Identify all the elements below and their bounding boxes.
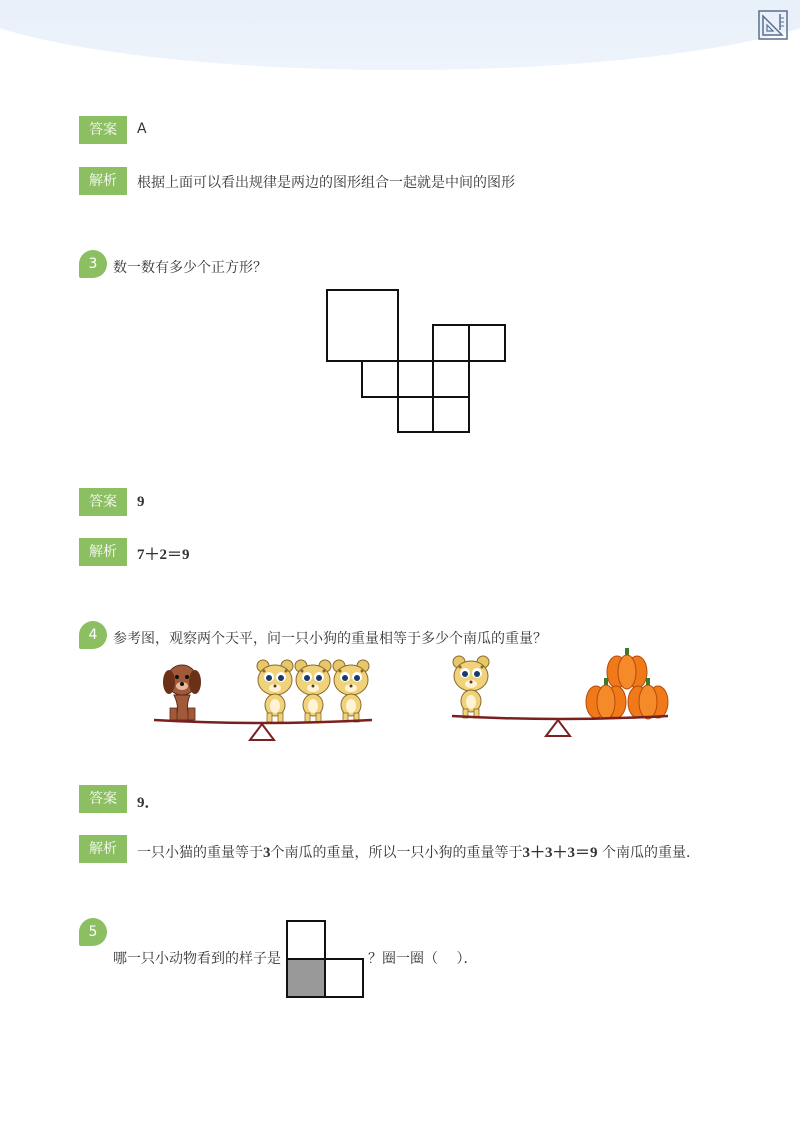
- answer-tag: 答案: [79, 785, 127, 813]
- q2-analysis: 根据上面可以看出规律是两边的图形组合一起就是中间的图形: [137, 175, 515, 191]
- q3-question: 数一数有多少个正方形？: [113, 260, 267, 276]
- balance-fulcrum-icon: [250, 724, 274, 740]
- q3-answer: 9: [137, 494, 145, 510]
- analysis-tag: 解析: [79, 538, 127, 566]
- q4-answer: 9．: [137, 795, 160, 811]
- balance-scales-figure: [150, 650, 680, 745]
- squares-figure: [326, 289, 506, 434]
- dog-icon: [163, 665, 201, 720]
- analysis-tag: 解析: [79, 167, 127, 195]
- question-number-5: 5: [79, 918, 107, 946]
- q2-answer: A: [137, 121, 147, 137]
- leopard-cub-icon: [453, 656, 489, 718]
- q5-question-after: ？圈一圈（ ）．: [368, 951, 478, 967]
- pumpkin-icon: [607, 648, 647, 689]
- ruler-triangle-logo-icon: [758, 10, 788, 40]
- analysis-tag: 解析: [79, 835, 127, 863]
- header-band: [0, 0, 800, 70]
- leopard-cub-icon: [257, 660, 293, 722]
- view-shape-figure: [286, 920, 364, 998]
- right-balance: [452, 648, 668, 736]
- question-number-4: 4: [79, 621, 107, 649]
- answer-tag: 答案: [79, 488, 127, 516]
- leopard-cub-icon: [333, 660, 369, 722]
- balance-fulcrum-icon: [546, 720, 570, 736]
- question-number-3: 3: [79, 250, 107, 278]
- leopard-cub-icon: [295, 660, 331, 722]
- answer-tag: 答案: [79, 116, 127, 144]
- q3-analysis: 7＋2＝9: [137, 547, 190, 563]
- q4-question: 参考图，观察两个天平，问一只小狗的重量相等于多少个南瓜的重量？: [113, 631, 547, 647]
- q4-analysis: 一只小猫的重量等于3个南瓜的重量，所以一只小狗的重量等于3＋3＋3＝9 个南瓜的重量．: [137, 845, 700, 861]
- left-balance: [154, 660, 372, 740]
- q5-question-before: 哪一只小动物看到的样子是: [113, 951, 281, 967]
